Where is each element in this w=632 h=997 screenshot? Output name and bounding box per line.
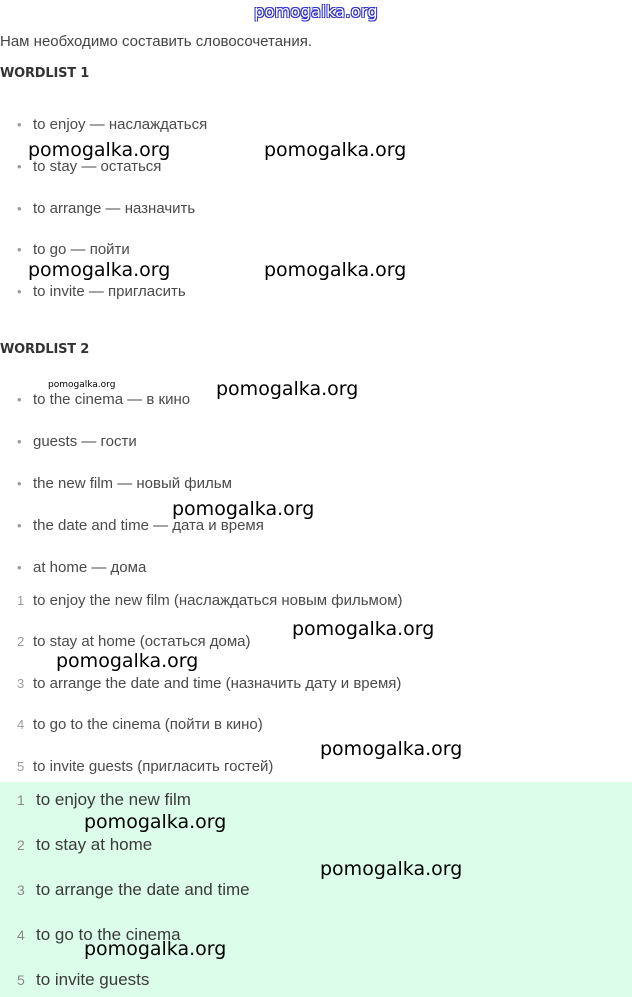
answer-item: 5 to invite guests — [17, 970, 150, 989]
watermark: pomogalka.org — [28, 259, 171, 281]
watermark: pomogalka.org — [292, 618, 435, 640]
list-item: • to stay — остаться — [17, 158, 162, 175]
list-item: • the new film — новый фильм — [17, 475, 232, 492]
intro-text: Нам необходимо составить словосочетания. — [0, 33, 313, 50]
list-item: • at home — дома — [17, 559, 147, 576]
list-item: • to arrange — назначить — [17, 200, 196, 217]
bullet-icon: • — [17, 560, 22, 575]
watermark-small: pomogalka.org — [48, 380, 116, 390]
watermark: pomogalka.org — [172, 498, 315, 520]
combination-item: 3 to arrange the date and time (назначить дату и время) — [17, 675, 402, 692]
answer-item: 3 to arrange the date and time — [17, 880, 250, 899]
combination-item: 1 to enjoy the new film (наслаждаться новым фильмом) — [17, 592, 403, 609]
watermark: pomogalka.org — [320, 738, 463, 760]
watermark: pomogalka.org — [28, 139, 171, 161]
watermark: pomogalka.org — [264, 139, 407, 161]
watermark: pomogalka.org — [84, 938, 227, 960]
answer-item: 4 to go to the cinema — [17, 925, 181, 944]
bullet-icon: • — [17, 392, 22, 407]
watermark: pomogalka.org — [84, 811, 227, 833]
wordlist2-title: WORDLIST 2 — [0, 342, 90, 357]
bullet-icon: • — [17, 476, 22, 491]
list-item: • the date and time — дата и время — [17, 517, 264, 534]
bullet-icon: • — [17, 518, 22, 533]
bullet-icon: • — [17, 201, 22, 216]
list-item: • to invite — пригласить — [17, 283, 186, 300]
bullet-icon: • — [17, 434, 22, 449]
list-item: • to enjoy — наслаждаться — [17, 116, 208, 133]
watermark: pomogalka.org — [264, 259, 407, 281]
combination-item: 4 to go to the cinema (пойти в кино) — [17, 716, 263, 733]
watermark: pomogalka.org — [216, 378, 359, 400]
header-watermark: pomogalka.org — [254, 2, 378, 21]
combination-item: 2 to stay at home (остаться дома) — [17, 633, 251, 650]
wordlist1-title: WORDLIST 1 — [0, 66, 90, 81]
bullet-icon: • — [17, 159, 22, 174]
answer-item: 2 to stay at home — [17, 835, 153, 854]
list-item: • to the cinema — в кино — [17, 391, 191, 408]
bullet-icon: • — [17, 117, 22, 132]
watermark: pomogalka.org — [56, 650, 199, 672]
answer-item: 1 to enjoy the new film — [17, 790, 191, 809]
list-item: • guests — гости — [17, 433, 137, 450]
list-item: • to go — пойти — [17, 241, 130, 258]
bullet-icon: • — [17, 284, 22, 299]
combination-item: 5 to invite guests (пригласить гостей) — [17, 758, 274, 775]
bullet-icon: • — [17, 242, 22, 257]
watermark: pomogalka.org — [320, 858, 463, 880]
